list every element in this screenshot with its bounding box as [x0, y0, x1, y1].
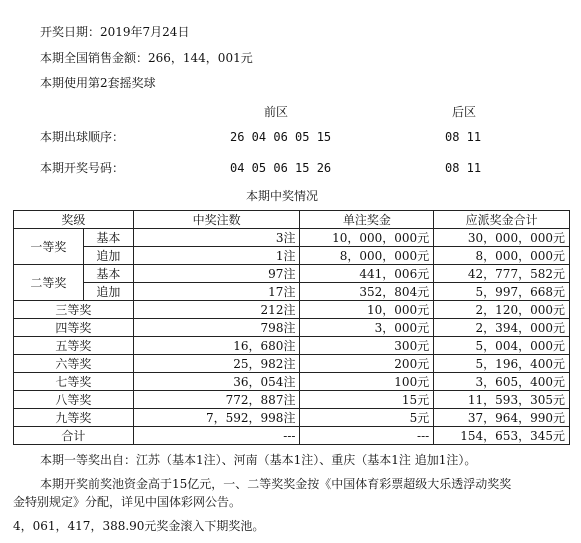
- level-cell: 二等奖: [14, 265, 84, 301]
- draw-order-back: 08 11: [445, 130, 482, 144]
- level-cell: 一等奖: [14, 229, 84, 265]
- total-cell: 2，394，000元: [434, 319, 570, 337]
- total-cell: 37，964，990元: [434, 409, 570, 427]
- prize-cell: 5元: [300, 409, 434, 427]
- table-row: [14, 283, 570, 301]
- first-prize-origin: 本期一等奖出自：江苏（基本1注）、河南（基本1注）、重庆（基本1注 追加1注）。: [40, 453, 477, 467]
- count-cell: 36，054注: [133, 373, 300, 391]
- prize-cell: 200元: [300, 355, 434, 373]
- prize-cell: 441，006元: [300, 265, 434, 283]
- count-cell: 772，887注: [133, 391, 300, 409]
- draw-order-front: 26 04 06 05 15: [230, 130, 332, 144]
- sub-cell: 追加: [83, 247, 133, 265]
- header-total: 应派奖金合计: [434, 211, 570, 229]
- total-cell: 5，196，400元: [434, 355, 570, 373]
- rule-line-2: 金特别规定》分配，详见中国体彩网公告。: [13, 495, 242, 509]
- total-sum: 154，653，345元: [434, 427, 570, 445]
- level-cell: 九等奖: [14, 409, 134, 427]
- prize-cell: 10，000元: [300, 301, 434, 319]
- draw-numbers-back: 08 11: [445, 161, 482, 175]
- rollover-amount: 4，061，417，388.90元奖金滚入下期奖池。: [13, 519, 265, 533]
- count-cell: 7，592，998注: [133, 409, 300, 427]
- level-cell: 四等奖: [14, 319, 134, 337]
- table-row: [14, 355, 570, 373]
- count-cell: 17注: [133, 283, 300, 301]
- total-row: [14, 427, 570, 445]
- table-row: [14, 409, 570, 427]
- prize-cell: 352，804元: [300, 283, 434, 301]
- draw-date: 开奖日期：2019年7月24日: [40, 25, 190, 39]
- total-cell: 3，605，400元: [434, 373, 570, 391]
- total-label: 合计: [14, 427, 134, 445]
- count-cell: 212注: [133, 301, 300, 319]
- header-level: 奖级: [14, 211, 134, 229]
- ball-set: 本期使用第2套摇奖球: [40, 76, 156, 90]
- table-row: [14, 301, 570, 319]
- count-cell: 3注: [133, 229, 300, 247]
- count-cell: 25，982注: [133, 355, 300, 373]
- prize-cell: 8，000，000元: [300, 247, 434, 265]
- prize-cell: 3，000元: [300, 319, 434, 337]
- total-count: ---: [133, 427, 300, 445]
- sub-cell: 基本: [83, 229, 133, 247]
- front-zone-label: 前区: [264, 105, 289, 119]
- total-cell: 2，120，000元: [434, 301, 570, 319]
- total-cell: 8，000，000元: [434, 247, 570, 265]
- prize-cell: 100元: [300, 373, 434, 391]
- sales-amount: 本期全国销售金额：266，144，001元: [40, 51, 253, 65]
- draw-numbers-front: 04 05 06 15 26: [230, 161, 332, 175]
- prize-cell: 10，000，000元: [300, 229, 434, 247]
- table-row: [14, 373, 570, 391]
- table-row: [14, 337, 570, 355]
- table-row: [14, 247, 570, 265]
- level-cell: 八等奖: [14, 391, 134, 409]
- header-prize: 单注奖金: [300, 211, 434, 229]
- count-cell: 16，680注: [133, 337, 300, 355]
- prize-table: [13, 210, 570, 445]
- total-cell: 42，777，582元: [434, 265, 570, 283]
- draw-order-label: 本期出球顺序：: [40, 130, 125, 144]
- level-cell: 七等奖: [14, 373, 134, 391]
- header-count: 中奖注数: [133, 211, 300, 229]
- table-row: [14, 265, 570, 283]
- total-cell: 30，000，000元: [434, 229, 570, 247]
- draw-numbers-label: 本期开奖号码：: [40, 161, 125, 175]
- level-cell: 三等奖: [14, 301, 134, 319]
- level-cell: 五等奖: [14, 337, 134, 355]
- count-cell: 97注: [133, 265, 300, 283]
- table-row: [14, 319, 570, 337]
- total-cell: 5，004，000元: [434, 337, 570, 355]
- prize-cell: 15元: [300, 391, 434, 409]
- back-zone-label: 后区: [452, 105, 477, 119]
- total-prize: ---: [300, 427, 434, 445]
- prize-cell: 300元: [300, 337, 434, 355]
- count-cell: 798注: [133, 319, 300, 337]
- table-row: [14, 391, 570, 409]
- sub-cell: 基本: [83, 265, 133, 283]
- table-header-row: [14, 211, 570, 229]
- level-cell: 六等奖: [14, 355, 134, 373]
- total-cell: 11，593，305元: [434, 391, 570, 409]
- sub-cell: 追加: [83, 283, 133, 301]
- count-cell: 1注: [133, 247, 300, 265]
- table-title: 本期中奖情况: [246, 189, 319, 203]
- total-cell: 5，997，668元: [434, 283, 570, 301]
- rule-line-1: 本期开奖前奖池资金高于15亿元，一、二等奖奖金按《中国体育彩票超级大乐透浮动奖奖: [40, 477, 512, 491]
- table-row: [14, 229, 570, 247]
